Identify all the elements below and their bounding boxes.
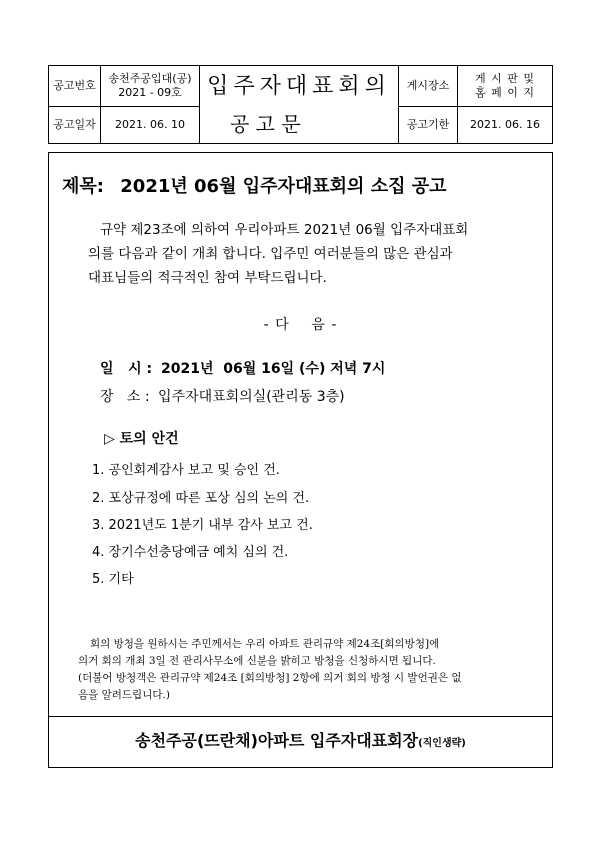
body-paragraph [88, 218, 516, 290]
notice-date-label: 공고일자 [53, 118, 96, 131]
datetime-value: 2021년 06월 16일 (수) 저녁 7시 [161, 361, 386, 377]
following-label: - 다 음 - [263, 317, 338, 333]
note-line: (더불어 방청객은 관리규약 제24조 [회의방청] 2항에 의거 회의 방청 시 발언권은 없 [78, 672, 462, 684]
title-text: 2021년 06월 입주자대표회의 소집 공고 [120, 176, 447, 197]
agenda-item: 3. 2021년도 1분기 내부 감사 보고 건. [92, 518, 313, 533]
posting-place-line2: 홈 페 이 지 [475, 86, 535, 99]
seal-omitted-note: (직인생략) [418, 738, 466, 749]
notice-date-value: 2021. 06. 10 [115, 118, 185, 131]
datetime-row [100, 358, 385, 378]
place-label: 장 소 : [100, 389, 150, 405]
posting-place-line1: 게 시 판 및 [475, 72, 535, 85]
doc-type-text: 공 고 문 [230, 112, 301, 136]
agenda-item: 1. 공인회계감사 보고 및 승인 건. [92, 463, 280, 478]
body-line: 대표님들의 적극적인 참여 부탁드립니다. [88, 270, 327, 286]
observer-note [78, 636, 518, 704]
footer-signature [48, 728, 553, 751]
agenda-item: 5. 기타 [92, 572, 134, 587]
note-line: 의거 회의 개최 3일 전 관리사무소에 신분을 밝히고 방청을 신청하시면 됩니다. [78, 655, 436, 667]
place-row [100, 386, 345, 406]
posting-place-label: 게시장소 [406, 79, 450, 92]
notice-number-line2: 2021 - 09호 [118, 86, 182, 99]
body-line: 규약 제23조에 의하여 우리아파트 2021년 06월 입주자대표회 [100, 222, 469, 238]
title-prefix: 제목: [62, 176, 104, 197]
org-title: 입주자대표회의 [207, 74, 391, 99]
deadline-value: 2021. 06. 16 [470, 118, 540, 131]
agenda-heading: ▷ 토의 안건 [104, 431, 179, 447]
body-line: 의를 다음과 같이 개최 합니다. 입주민 여러분들의 많은 관심과 [88, 246, 453, 262]
deadline-label: 공고기한 [406, 118, 450, 131]
doc-type [200, 106, 398, 142]
agenda-item: 2. 포상규정에 따른 포상 심의 논의 건. [92, 491, 310, 506]
agenda-item: 4. 장기수선충당예금 예치 심의 건. [92, 545, 289, 560]
footer-divider [48, 716, 553, 717]
signature-text: 송천주공(뜨란채)아파트 입주자대표회장 [135, 731, 419, 750]
place-value: 입주자대표회의실(관리동 3층) [158, 389, 345, 405]
note-line: 회의 방청을 원하시는 주민께서는 우리 아파트 관리규약 제24조[회의방청]에 [90, 638, 440, 650]
notice-number-value [101, 66, 199, 106]
note-line: 음을 알려드립니다.) [78, 689, 170, 701]
datetime-label: 일 시 : [100, 361, 153, 377]
notice-number-label: 공고번호 [53, 79, 96, 92]
notice-number-line1: 송천주공입대(공) [108, 72, 192, 85]
posting-place-value [458, 66, 552, 106]
document-title [62, 172, 447, 198]
